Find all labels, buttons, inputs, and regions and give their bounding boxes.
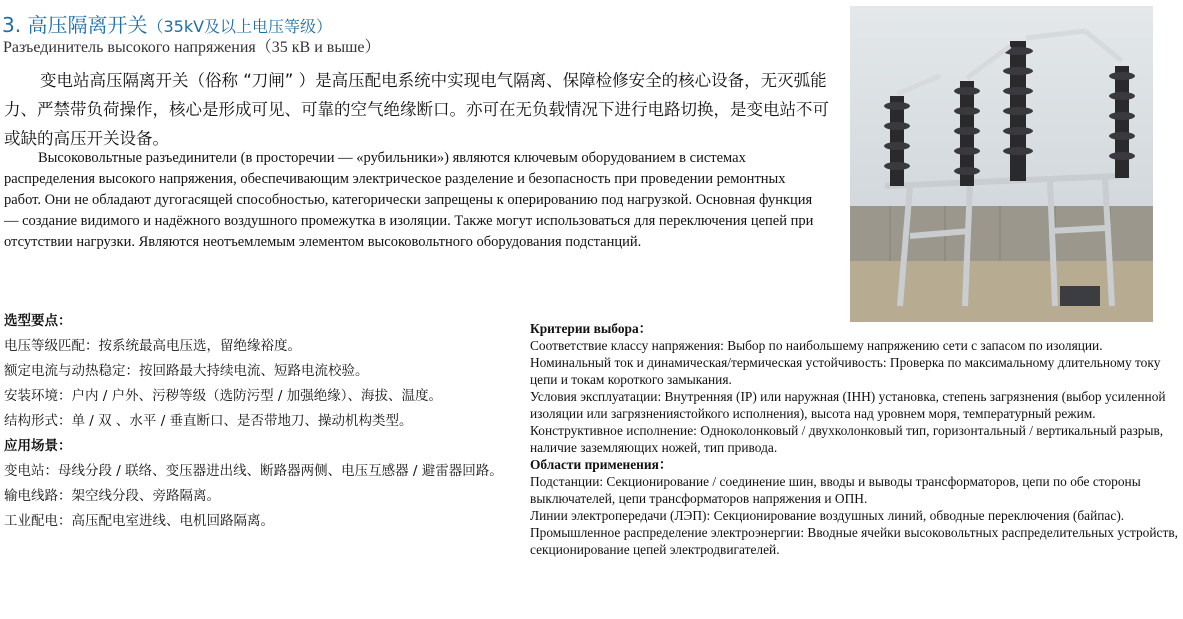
selection-item-ru: Конструктивное исполнение: Одноколонковый / двухколонковый тип, горизонтальный / вертикальный разрыв, наличие заземляющих ножей, тип привода. <box>530 423 1164 455</box>
application-item-cn: 变电站：母线分段 / 联络、变压器进出线、断路器两侧、电压互感器 / 避雷器回路。 <box>4 463 503 479</box>
right-column-ru <box>530 320 1180 558</box>
selection-item-cn: 结构形式：单 / 双 、水平 / 垂直断口、是否带地刀、操动机构类型。 <box>4 413 413 429</box>
selection-item-ru: Соответствие классу напряжения: Выбор по наибольшему напряжению сети с запасом по изоляции. <box>530 338 1103 353</box>
intro-text-ru: Высоковольтные разъединители (в просторечии — «рубильники») являются ключевым оборудованием в системах распределения высокого напряжения, обеспечивающим электрическое разделение и безопасность при проведении ремонтных работ. Они не обладают дугогасящей способностью, категорически запрещены к оперированию под нагрузкой. Основная функция — создание видимого и надёжного воздушного промежутка в изоляции. Также могут использоваться для переключения цепей при отсутствии нагрузки. Являются неотъемлемым элементом высоковольтного оборудования подстанций. <box>4 150 814 250</box>
application-item-ru: Промышленное распределение электроэнергии: Вводные ячейки высоковольтных распределительных устройств, секционирование цепей электродвигателей. <box>530 525 1178 557</box>
disconnector-photo <box>850 6 1153 322</box>
selection-heading-cn: 选型要点： <box>4 313 72 329</box>
selection-item-ru: Условия эксплуатации: Внутренняя (IP) или наружная (IHH) установка, степень загрязнения (выбор усиленной изоляции или загрязнениястойкого исполнения), высота над уровнем моря, температурный режим. <box>530 389 1166 421</box>
selection-heading-ru: Критерии выбора： <box>530 321 653 336</box>
application-item-cn: 工业配电：高压配电室进线、电机回路隔离。 <box>4 513 274 529</box>
application-item-ru: Подстанции: Секционирование / соединение шин, вводы и выводы трансформаторов, цепи по обе стороны выключателей, цепи трансформаторов напряжения и ОПН. <box>530 474 1141 506</box>
application-item-ru: Линии электропередачи (ЛЭП): Секционирование воздушных линий, обводные переключения (байпас). <box>530 508 1125 523</box>
operating-mechanism <box>1060 286 1100 306</box>
selection-item-ru: Номинальный ток и динамическая/термическая устойчивость: Проверка по максимальному длительному току цепи и токам короткого замыкания. <box>530 355 1161 387</box>
application-heading-cn: 应用场景： <box>4 438 72 454</box>
selection-item-cn: 电压等级匹配：按系统最高电压选，留绝缘裕度。 <box>4 338 301 354</box>
subtitle-ru: Разъединитель высокого напряжения（35 кВ и выше） <box>3 39 381 56</box>
selection-item-cn: 安装环境：户内 / 户外、污秽等级（选防污型 / 加强绝缘）、海拔、温度。 <box>4 388 443 404</box>
application-item-cn: 输电线路：架空线分段、旁路隔离。 <box>4 488 220 504</box>
left-column-cn <box>4 309 504 534</box>
application-heading-ru: Области применения： <box>530 457 673 472</box>
intro-text-cn: 变电站高压隔离开关（俗称 “刀闸” ）是高压配电系统中实现电气隔离、保障检修安全的核心设备，无灭弧能力、严禁带负荷操作，核心是形成可见、可靠的空气绝缘断口。亦可在无负载情况下进行电路切换，是变电站不可或缺的高压开关设备。 <box>4 71 829 148</box>
title-main: 3. 高压隔离开关 <box>2 13 148 37</box>
title-voltage-range: （35kV及以上电压等级） <box>147 17 333 36</box>
selection-item-cn: 额定电流与动热稳定：按回路最大持续电流、短路电流校验。 <box>4 363 369 379</box>
